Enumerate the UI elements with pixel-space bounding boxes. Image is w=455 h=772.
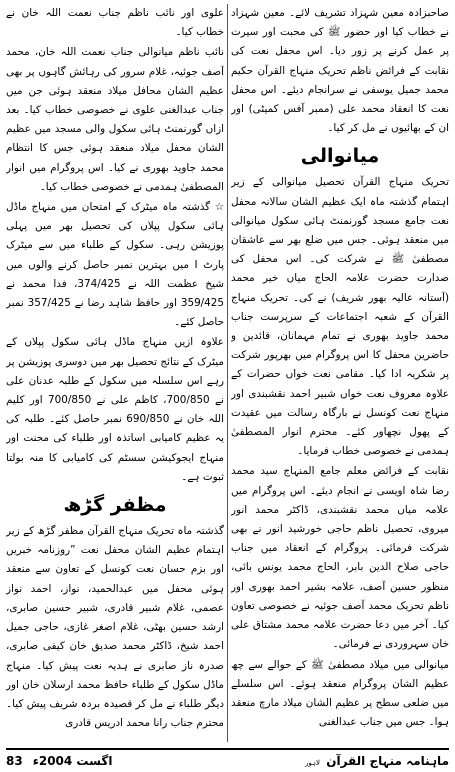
column-divider bbox=[227, 4, 228, 742]
paragraph: گذشتہ ماہ تحریک منہاج القرآن مظفر گڑھ کے زیر اہتمام عظیم الشان محفل نعت ”روزنامہ خبریں اور بزم حسان نعت کونسل کے تعاون سے منعقد ہوئی محفل میں عبدالحمید، نواز، احمد نواز عصمی، غلام شبیر قادری، شبیر حسین صابری، ارشد حسین بھٹی، غلام اصغر غازی، حاجی جمیل احمد شیخ، ڈاکٹر محمد صدیق خان کیفی صابری، صدرہ ناز صابری نے ہدیہ نعت پیش کیا۔ منہاج ماڈل سکول کے طلباء حافظ محمد ارسلان خان اور دیگر طلباء نے مل کر قصیدہ بردہ شریف پیش کیا۔ محترم جناب رانا محمد ادریس قادری bbox=[6, 525, 224, 730]
magazine-masthead bbox=[303, 754, 449, 768]
paragraph: علاوہ ازیں منہاج ماڈل ہائی سکول پپلاں کے میٹرک کے نتائج تحصیل بھر میں دوسری پوزیشن پر رہے اس سلسلہ میں سکول کے طلبہ عدنان علی نے 700/850، کاظم علی نے 700/850 اور کلیم اللہ خان نے 690/850 نمبر حاصل کئے۔ طلبہ کی یہ عظیم کامیابی اساتذہ اور طلباء کی محنت اور منہاج ایجوکیشن سسٹم کی کامیابی کا منہ بولتا ثبوت ہے۔ bbox=[6, 336, 224, 483]
page-number: 83 bbox=[6, 754, 23, 768]
paragraph: ☆ گذشتہ ماہ میٹرک کے امتحان میں منہاج ماڈل ہائی سکول پپلاں کی تحصیل بھر میں پہلی پوزیشن رہی۔ سکول کے طلباء میں سے میٹرک پارٹ I میں بہترین نمبر حاصل کرنے والوں میں شیخ عظمت اللہ نے 374/425، فدا محمد نے 359/425 اور حافظ شاہد رضا نے 357/425 نمبر حاصل کئے۔ bbox=[6, 201, 224, 329]
paragraph: نائب ناظم میانوالی جناب نعمت اللہ خان، محمد آصف جوئیہ، غلام سرور کی رہائش گاہوں پر بھی عظیم الشان محافل میلاد منعقد ہوئی جن میں جناب عبدالغنی علوی نے خصوصی خطاب کیا۔ بعد ازاں گورنمنٹ ہائی سکول والی مسجد میں عظیم الشان محفل میلاد منعقد ہوئی جس کا انتظام محمد جاوید بھوری نے کیا۔ اس پروگرام میں انوار المصطفیٰ ہمدمی نے خصوصی خطاب کیا۔ bbox=[6, 46, 224, 193]
paragraph: میانوالی میں میلاد مصطفیٰ ﷺ کے حوالے سے چھ عظیم الشان پروگرام منعقد ہوئے۔ اس سلسلے میں ضلعی سطح پر عظیم الشان میلاد مارچ منعقد ہوا۔ جس میں جناب عبدالغنی bbox=[231, 658, 449, 729]
left-column bbox=[6, 4, 224, 742]
section-heading-muzaffargarh: مظفر گڑھ bbox=[63, 494, 167, 517]
paragraph: تحریک منہاج القرآن تحصیل میانوالی کے زیر اہتمام گذشتہ ماہ ایک عظیم الشان سالانہ محفل نعت جامع مسجد گورنمنٹ ہائی سکول میانوالی میں منعقد ہوئی۔ جس میں ضلع بھر سے عاشقان مصطفیٰ ﷺ نے شرکت کی۔ اس محفل کی صدارت حضرت علامہ الحاج میاں خیر محمد (آستانہ عالیہ بھور شریف) نے کی۔ تحریک منہاج القرآن کے شعبہ اجتماعات کے سرپرست جناب محمد جاوید بھوری نے تمام مہمانان، قائدین و حاضرین محفل کا اس پروگرام میں بھرپور شرکت پر شکریہ ادا کیا۔ مقامی نعت خواں حضرات کے علاوہ معروف نعت خواں شبیر احمد نقشبندی اور منہاج نعت کونسل نے بارگاہ رسالت میں عقیدت کے پھول نچھاور کئے۔ محترم انوار المصطفیٰ ہمدمی نے خصوصی خطاب فرمایا۔ bbox=[231, 176, 449, 458]
paragraph: نقابت کے فرائض معلم جامع المنہاج سید محمد رضا شاہ اویسی نے انجام دیئے۔ اس پروگرام میں علامہ میاں محمد نقشبندی، ڈاکٹر محمد انور میروی، تحصیل ناظم حاجی خورشید انور نے بھی شرکت فرمائی۔ پروگرام کے انعقاد میں جناب حاجی صلاح الدین بابر، الحاج محمد یونس بائی، منظور حسین آصف، علامہ بشیر احمد بھوری اور ناظم تحریک محمد آصف جوئیہ نے خصوصی تعاون کیا۔ آخر میں دعا حضرت علامہ محمد مشتاق علی خان سہروردی نے فرمائی۔ bbox=[231, 465, 449, 651]
paragraph: علوی اور نائب ناظم جناب نعمت اللہ خان نے خطاب کیا۔ bbox=[6, 7, 224, 39]
magazine-title: ماہنامہ منہاج القرآن bbox=[326, 754, 449, 768]
paragraph: صاحبزادہ معین شہزاد تشریف لائے۔ معین شہزاد نے خطاب کیا اور حضور ﷺ کی محبت اور سیرت پر عمل کرنے پر زور دیا۔ اس محفل نعت کی نقابت کے فرائض ناظم تحریک منہاج القرآن حکیم محمد جمیل یوسفی نے سرانجام دیئے۔ اس محفل نعت کا انعقاد محمد علی (ممبر آفس کمیٹی) اور ان کے بھائیوں نے مل کر کیا۔ bbox=[231, 7, 449, 135]
magazine-city: لاہور bbox=[304, 759, 321, 767]
footer-left bbox=[6, 754, 112, 768]
page-footer bbox=[6, 748, 449, 772]
issue-date: اگست 2004ء bbox=[32, 754, 113, 768]
right-column bbox=[231, 4, 449, 742]
section-heading-mianwali: میانوالی bbox=[300, 145, 380, 168]
